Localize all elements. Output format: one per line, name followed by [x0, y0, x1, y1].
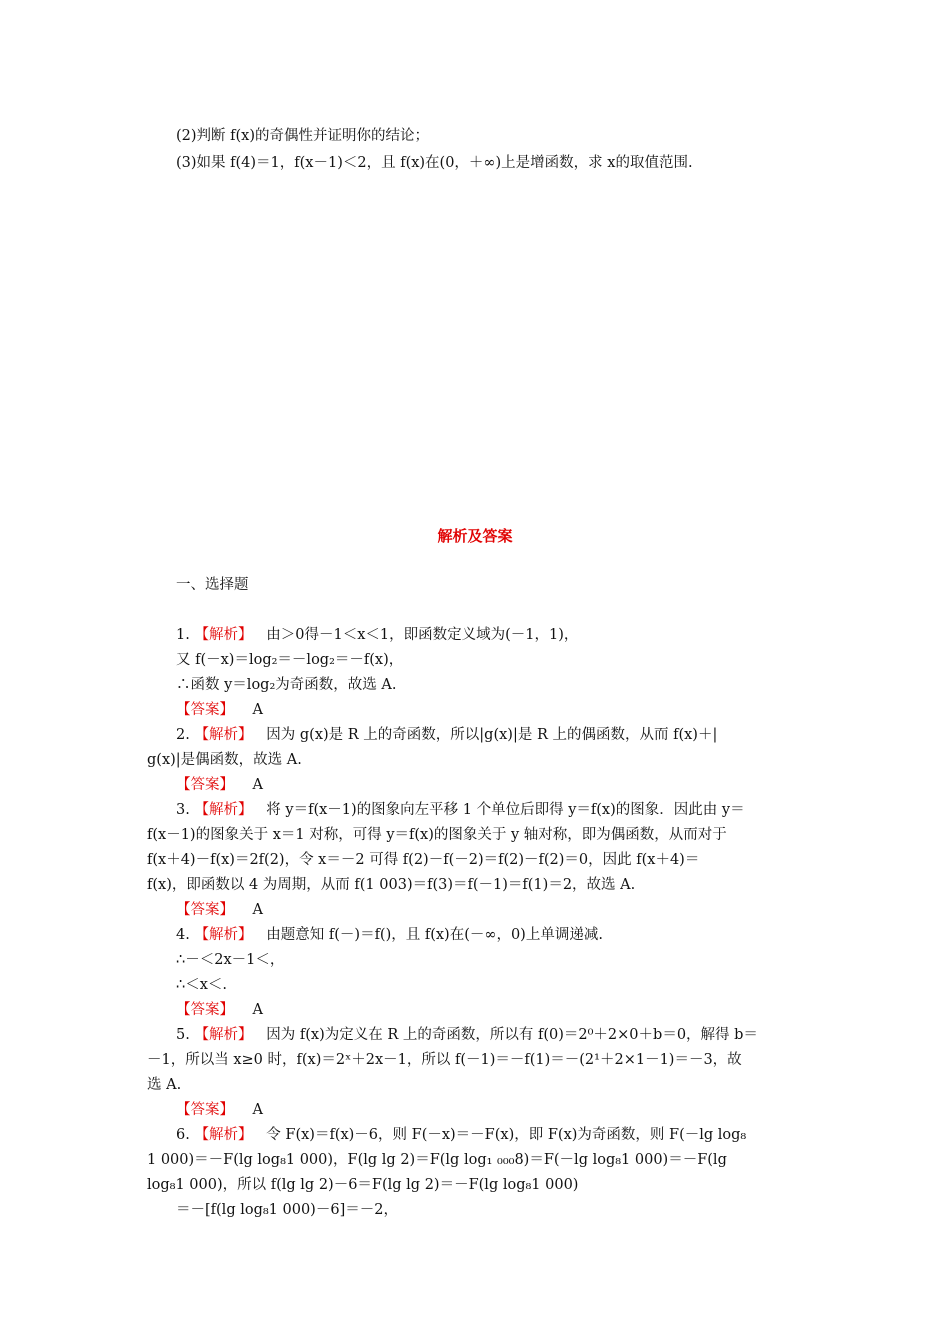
- answer-value: A: [252, 702, 263, 718]
- item-3-first-line: [176, 800, 745, 820]
- item-2-answer: [176, 775, 263, 795]
- item-text: ∴＜x＜.: [176, 977, 228, 993]
- item-number: 2.: [176, 727, 190, 743]
- item-text: f(x－1)的图象关于 x＝1 对称，可得 y＝f(x)的图象关于 y 轴对称，即为偶函数，从而对于: [147, 827, 727, 843]
- answer-tag: 【答案】: [176, 902, 234, 918]
- item-number: 6.: [176, 1127, 190, 1143]
- analysis-tag: 【解析】: [194, 727, 253, 743]
- item-5-first-line: [176, 1025, 758, 1045]
- answer-tag: 【答案】: [176, 1102, 234, 1118]
- item-5-answer: [176, 1100, 263, 1120]
- answer-value: A: [252, 1002, 263, 1018]
- item-text: 由＞0得－1＜x＜1，即函数定义域为(－1，1)，: [266, 627, 579, 643]
- item-text: 将 y＝f(x－1)的图象向左平移 1 个单位后即得 y＝f(x)的图象．因此由 y＝: [266, 802, 745, 818]
- item-2-first-line: [176, 725, 717, 745]
- answer-tag: 【答案】: [176, 1002, 234, 1018]
- item-6-first-line: [176, 1125, 746, 1145]
- answer-value: A: [252, 777, 263, 793]
- answer-value: A: [252, 1102, 263, 1118]
- answer-tag: 【答案】: [176, 777, 234, 793]
- item-text: －1，所以当 x≥0 时，f(x)＝2ˣ＋2x－1，所以 f(－1)＝－f(1)＝－(2¹＋2×1－1)＝－3，故: [147, 1052, 742, 1068]
- item-number: 5.: [176, 1027, 190, 1043]
- item-text: ∴－＜2x－1＜，: [176, 952, 285, 968]
- item-text: ∴函数 y＝log₂为奇函数，故选 A.: [176, 677, 397, 693]
- item-text: f(x＋4)－f(x)＝2f(2)，令 x＝－2 可得 f(2)－f(－2)＝f(2)－f(2)＝0，因此 f(x＋4)＝: [147, 852, 700, 868]
- item-text: g(x)|是偶函数，故选 A.: [147, 752, 302, 768]
- item-text: f(x)，即函数以 4 为周期，从而 f(1 003)＝f(3)＝f(－1)＝f(1)＝2，故选 A.: [147, 877, 636, 893]
- item-1-answer: [176, 700, 263, 720]
- item-text: ＝－[f(lg log₈1 000)－6]＝－2，: [176, 1202, 398, 1218]
- item-text: 因为 g(x)是 R 上的奇函数，所以|g(x)|是 R 上的偶函数，从而 f(x)＋|: [266, 727, 718, 743]
- analysis-tag: 【解析】: [194, 802, 253, 818]
- analysis-tag: 【解析】: [194, 1027, 253, 1043]
- item-4-answer: [176, 1000, 263, 1020]
- answer-tag: 【答案】: [176, 702, 234, 718]
- item-number: 4.: [176, 927, 190, 943]
- item-text: 令 F(x)＝f(x)－6，则 F(－x)＝－F(x)，即 F(x)为奇函数，则 F(－lg log₈: [266, 1127, 747, 1143]
- item-text: 又 f(－x)＝log₂＝－log₂＝－f(x)，: [176, 652, 404, 668]
- analysis-tag: 【解析】: [194, 627, 253, 643]
- item-3-answer: [176, 900, 263, 920]
- question-3: (3)如果 f(4)＝1，f(x－1)＜2，且 f(x)在(0，＋∞)上是增函数，求 x的取值范围.: [176, 155, 693, 171]
- analysis-tag: 【解析】: [194, 1127, 253, 1143]
- item-4-first-line: [176, 925, 603, 945]
- question-2: (2)判断 f(x)的奇偶性并证明你的结论；: [176, 128, 430, 144]
- item-text: 1 000)＝－F(lg log₈1 000)，F(lg lg 2)＝F(lg log₁ ₀₀₀8)＝F(－lg log₈1 000)＝－F(lg: [147, 1152, 727, 1168]
- item-number: 1.: [176, 627, 190, 643]
- item-text: 由题意知 f(－)＝f()，且 f(x)在(－∞，0)上单调递减.: [266, 927, 603, 943]
- section-heading: 一、选择题: [176, 577, 249, 593]
- answer-value: A: [252, 902, 263, 918]
- item-text: log₈1 000)，所以 f(lg lg 2)－6＝F(lg lg 2)＝－F(lg log₈1 000): [147, 1177, 579, 1193]
- analysis-tag: 【解析】: [194, 927, 253, 943]
- item-1-first-line: [176, 625, 578, 645]
- answer-section-title: 解析及答案: [437, 527, 513, 545]
- item-number: 3.: [176, 802, 190, 818]
- item-text: 因为 f(x)为定义在 R 上的奇函数，所以有 f(0)＝2⁰＋2×0＋b＝0，解得 b＝: [266, 1027, 758, 1043]
- item-text: 选 A.: [147, 1077, 182, 1093]
